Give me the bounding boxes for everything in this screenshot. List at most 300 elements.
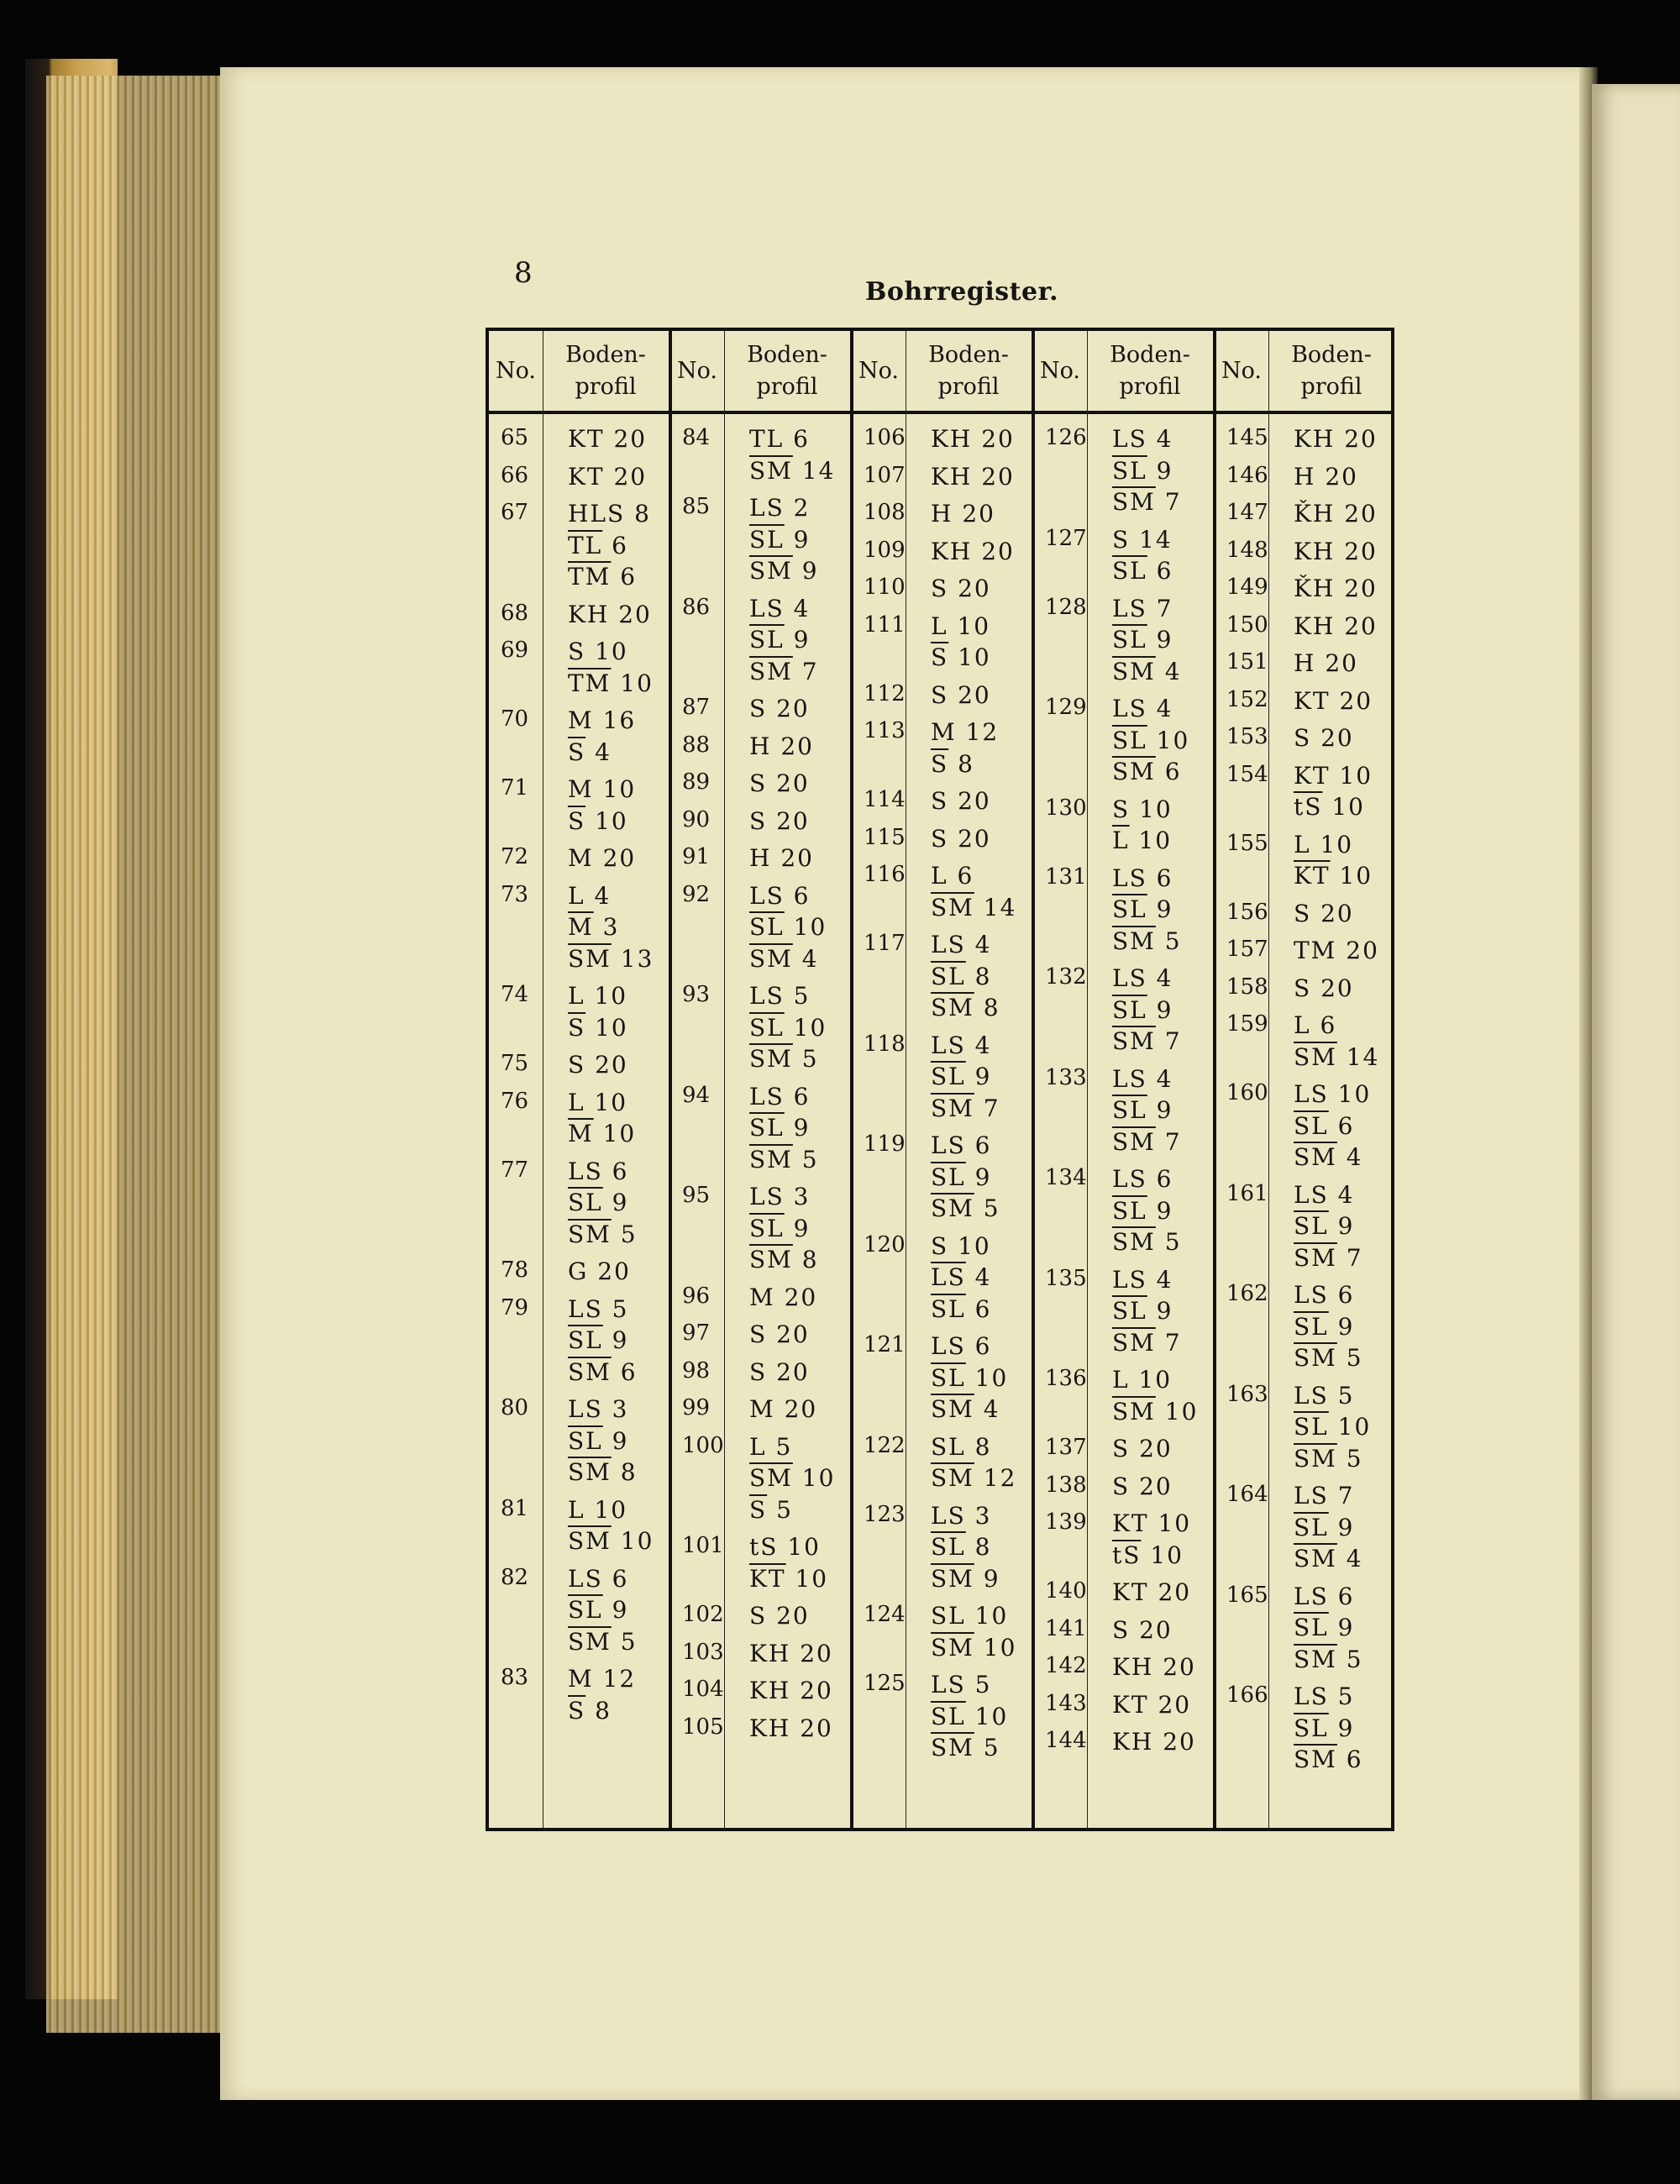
column-rule (1268, 331, 1269, 1828)
profile-layer (1294, 500, 1378, 528)
layer-depth: 10 (1129, 827, 1173, 854)
entry-number: 119 (864, 1131, 906, 1157)
soil-code: LS (931, 931, 966, 958)
layer-depth: 9 (784, 525, 811, 554)
soil-code: H (1294, 462, 1316, 491)
profile-layer (568, 913, 619, 941)
layer-depth: 9 (1328, 1614, 1355, 1641)
layer-depth: 5 (1336, 1645, 1363, 1673)
profile-layer (1112, 595, 1173, 622)
layer-depth: 20 (972, 462, 1015, 491)
entry-number: 109 (864, 537, 906, 563)
profile-layer (568, 1257, 631, 1285)
entry-number: 129 (1045, 695, 1087, 720)
profile-layer (1112, 727, 1189, 754)
layer-depth: 20 (790, 1639, 833, 1667)
profile-layer (1112, 1653, 1196, 1681)
soil-code: L (1294, 1011, 1311, 1039)
profile-layer (749, 1496, 793, 1524)
layer-depth: 5 (602, 1294, 629, 1323)
layer-depth: 8 (948, 749, 974, 778)
soil-code: tS (749, 1533, 779, 1561)
layer-depth: 10 (585, 806, 628, 835)
profile-layer (931, 825, 991, 853)
entry-number: 74 (501, 982, 529, 1007)
column-group-rule (1032, 331, 1035, 1828)
profile-layer (931, 1332, 992, 1360)
soil-code: $\overline{SM}$ (1294, 1645, 1337, 1673)
profile-layer (1112, 1228, 1182, 1256)
layer-depth: 20 (767, 695, 810, 722)
entry-number: 68 (501, 600, 529, 626)
soil-code: S (749, 769, 768, 797)
profile-layer (931, 500, 995, 528)
profile-layer (568, 638, 628, 665)
profile-layer (749, 844, 814, 872)
layer-depth: 20 (1335, 500, 1378, 528)
soil-code: $\overline{SM}$ (568, 1458, 612, 1486)
profile-layer (931, 1703, 1008, 1730)
profile-layer (1112, 695, 1173, 722)
layer-depth: 10 (948, 643, 991, 671)
entry-number: 80 (501, 1395, 529, 1420)
soil-code: S (749, 806, 768, 835)
soil-code: S (931, 787, 949, 815)
soil-code: $\overline{SL}$ (1294, 1212, 1329, 1240)
layer-depth: 20 (774, 1283, 818, 1311)
layer-depth: 10 (1141, 1541, 1184, 1569)
profile-layer (568, 1395, 629, 1423)
profile-layer (1294, 687, 1373, 715)
header-bodenprofil (724, 331, 850, 411)
layer-depth: 20 (771, 732, 814, 760)
soil-code: S (1112, 1435, 1131, 1462)
layer-depth: 20 (593, 844, 637, 872)
profile-layer (749, 913, 827, 941)
profile-layer (931, 1232, 991, 1260)
profile-layer (1294, 1514, 1355, 1541)
layer-depth: 20 (948, 787, 991, 815)
layer-depth: 4 (965, 1263, 992, 1291)
soil-code: LS (568, 1395, 603, 1423)
profile-layer (1294, 793, 1365, 821)
layer-depth: 20 (1335, 425, 1378, 453)
profile-layer (1112, 1728, 1196, 1756)
layer-depth: 20 (972, 425, 1015, 453)
profile-layer (1294, 649, 1358, 677)
layer-depth: 8 (792, 1246, 819, 1273)
profile-layer (931, 538, 1015, 565)
profile-layer (931, 1634, 1016, 1662)
profile-layer (1112, 758, 1182, 785)
layer-depth: 3 (965, 1501, 992, 1530)
soil-code: S (749, 1602, 768, 1630)
entry-number: 136 (1045, 1366, 1087, 1391)
soil-code: $\overline{S}$ (568, 1696, 586, 1725)
soil-code: L (568, 1088, 585, 1116)
profile-layer (568, 1326, 629, 1354)
entry-number: 155 (1226, 830, 1268, 856)
layer-depth: 20 (1315, 462, 1358, 491)
layer-depth: 3 (602, 1395, 629, 1423)
layer-depth: 10 (585, 1013, 628, 1042)
soil-code: $\overline{SL}$ (1112, 1196, 1147, 1225)
layer-depth: 20 (972, 537, 1015, 565)
layer-depth: 3 (593, 913, 620, 941)
soil-code: ǨH (1294, 500, 1336, 528)
entry-number: 149 (1226, 575, 1268, 600)
profile-layer (1294, 1445, 1363, 1473)
layer-depth: 10 (792, 1464, 836, 1492)
soil-code: KT (1294, 761, 1331, 790)
layer-depth: 7 (1328, 1482, 1355, 1509)
layer-depth: 10 (585, 982, 628, 1010)
header-profil: profil (1300, 373, 1362, 400)
entry-number: 79 (501, 1294, 529, 1320)
profile-layer (568, 1014, 628, 1042)
soil-code: S (1294, 899, 1312, 927)
profile-layer (1294, 1746, 1363, 1773)
profile-layer (931, 1565, 1000, 1593)
layer-depth: 20 (604, 425, 648, 453)
soil-code: KH (749, 1714, 791, 1742)
layer-depth: 20 (948, 680, 991, 709)
profile-layer (931, 425, 1015, 453)
running-head: Bohrregister. (865, 277, 1059, 307)
entry-number: 84 (682, 425, 711, 450)
page-number: 8 (514, 256, 533, 290)
soil-code: $\overline{SL}$ (931, 1063, 966, 1090)
soil-code: LS (749, 1183, 785, 1210)
soil-code: $\overline{SL}$ (568, 1426, 603, 1455)
entry-number: 165 (1226, 1582, 1268, 1608)
layer-depth: 10 (1322, 793, 1365, 821)
layer-depth: 8 (965, 1432, 992, 1461)
profile-layer (1294, 937, 1379, 964)
profile-layer (1294, 1344, 1363, 1372)
entry-number: 131 (1045, 864, 1087, 890)
profile-layer (1294, 1080, 1371, 1108)
profile-layer (749, 1565, 828, 1593)
soil-code: $\overline{S}$ (568, 806, 586, 835)
profile-layer (749, 1083, 811, 1110)
entry-number: 111 (864, 612, 906, 638)
entry-number: 91 (682, 844, 711, 869)
layer-depth: 6 (602, 1564, 629, 1593)
layer-depth: 20 (948, 824, 991, 853)
layer-depth: 6 (1147, 1165, 1173, 1193)
profile-layer (749, 982, 811, 1010)
profile-layer (1112, 827, 1172, 854)
soil-code: $\overline{S}$ (568, 738, 586, 766)
layer-depth: 12 (956, 718, 1000, 746)
entry-number: 163 (1226, 1381, 1268, 1407)
layer-depth: 4 (965, 931, 992, 958)
soil-code: KT (1294, 686, 1331, 715)
layer-depth: 8 (965, 1533, 992, 1561)
profile-layer (931, 894, 1016, 921)
profile-layer (568, 563, 637, 591)
profile-layer (749, 557, 819, 585)
layer-depth: 4 (1147, 695, 1173, 722)
profile-layer (1112, 795, 1173, 823)
layer-depth: 9 (1328, 1212, 1355, 1240)
soil-code: $\overline{SL}$ (931, 1533, 966, 1561)
entry-number: 72 (501, 844, 529, 869)
profile-layer (1112, 1473, 1173, 1500)
layer-depth: 6 (784, 881, 811, 910)
soil-code: $\overline{SM}$ (568, 1357, 612, 1386)
profile-layer (931, 1395, 1000, 1423)
soil-code: $\overline{SL}$ (749, 525, 785, 554)
profile-layer (1112, 1197, 1173, 1225)
profile-layer (1112, 488, 1182, 516)
entry-number: 92 (682, 881, 711, 907)
layer-depth: 5 (1328, 1683, 1355, 1710)
entry-number: 166 (1226, 1683, 1268, 1708)
layer-depth: 9 (1328, 1513, 1355, 1541)
layer-depth: 10 (965, 1702, 1009, 1730)
column-group-rule (850, 331, 853, 1828)
profile-layer (749, 494, 811, 522)
layer-depth: 9 (1328, 1714, 1355, 1742)
soil-code: LS (1112, 1265, 1147, 1294)
layer-depth: 10 (965, 1363, 1009, 1392)
soil-code: LS (1294, 1080, 1329, 1108)
soil-code: $\overline{SM}$ (568, 1220, 612, 1248)
soil-code: S (1112, 795, 1131, 823)
layer-depth: 10 (1148, 1509, 1192, 1537)
layer-depth: 7 (1336, 1243, 1363, 1272)
layer-depth: 10 (1147, 726, 1190, 754)
profile-layer (931, 1032, 992, 1059)
soil-code: HLS (568, 500, 626, 528)
soil-code: L (931, 862, 948, 890)
profile-layer (568, 1697, 612, 1725)
layer-depth: 6 (1328, 1281, 1355, 1309)
soil-code: $\overline{SM}$ (931, 1094, 974, 1122)
layer-depth: 5 (611, 1627, 638, 1656)
profile-layer (931, 1194, 1000, 1222)
profile-layer (1294, 1313, 1355, 1341)
profile-layer (1294, 1413, 1371, 1441)
profile-layer (1112, 626, 1173, 654)
profile-layer (931, 463, 1015, 491)
soil-code: $\overline{SL}$ (749, 626, 785, 654)
soil-code: M (568, 775, 594, 803)
soil-code: LS (749, 594, 785, 622)
soil-code: LS (1112, 594, 1147, 622)
layer-depth: 20 (767, 1602, 810, 1630)
entry-number: 67 (501, 500, 529, 525)
layer-depth: 9 (602, 1189, 629, 1216)
layer-depth: 20 (767, 1357, 810, 1386)
profile-layer (1294, 538, 1378, 565)
entry-number: 123 (864, 1501, 906, 1527)
entry-number: 135 (1045, 1265, 1087, 1291)
profile-layer (1294, 1683, 1355, 1710)
soil-code: LS (1294, 1381, 1329, 1410)
profile-layer (1112, 864, 1173, 892)
layer-depth: 10 (1155, 1397, 1199, 1425)
layer-depth: 4 (585, 738, 612, 766)
entry-number: 140 (1045, 1578, 1087, 1604)
layer-depth: 13 (611, 944, 654, 973)
layer-depth: 9 (602, 1426, 629, 1455)
entry-number: 142 (1045, 1653, 1087, 1678)
soil-code: $\overline{tS}$ (1294, 793, 1323, 821)
soil-code: $\overline{SM}$ (1112, 1127, 1156, 1156)
layer-depth: 6 (965, 1332, 992, 1360)
soil-code: LS (931, 1332, 966, 1360)
entry-number: 161 (1226, 1180, 1268, 1206)
layer-depth: 10 (778, 1533, 821, 1561)
soil-code: $\overline{SM}$ (749, 657, 793, 685)
profile-layer (749, 1183, 811, 1210)
soil-code: $\overline{SM}$ (1112, 1228, 1156, 1256)
soil-code: $\overline{SL}$ (931, 1294, 966, 1323)
layer-depth: 12 (593, 1665, 637, 1693)
soil-code: $\overline{TM}$ (568, 563, 612, 591)
soil-code: KH (931, 537, 973, 565)
profile-layer (1112, 964, 1173, 992)
profile-layer (1294, 1011, 1336, 1039)
layer-depth: 5 (784, 982, 811, 1010)
profile-layer (1112, 1065, 1173, 1093)
soil-code: $\overline{S}$ (931, 643, 949, 671)
layer-depth: 10 (1330, 761, 1373, 790)
profile-layer (749, 1602, 810, 1630)
entry-number: 153 (1226, 724, 1268, 749)
soil-code: $\overline{SM}$ (749, 1246, 793, 1273)
profile-layer (568, 500, 651, 528)
layer-depth: 20 (771, 844, 814, 872)
soil-code: $\overline{SM}$ (1294, 1143, 1337, 1171)
profile-layer (749, 526, 811, 554)
soil-code: $\overline{SL}$ (568, 1326, 603, 1354)
entry-number: 87 (682, 695, 711, 720)
profile-layer (1294, 831, 1353, 858)
layer-depth: 4 (1147, 1265, 1173, 1294)
layer-depth: 20 (1153, 1728, 1196, 1756)
entry-number: 128 (1045, 594, 1087, 620)
profile-layer (1294, 575, 1378, 602)
profile-layer (1112, 557, 1173, 585)
layer-depth: 2 (784, 494, 811, 522)
soil-code: $\overline{M}$ (568, 913, 594, 941)
table-header (489, 331, 1391, 414)
profile-layer (749, 658, 819, 685)
profile-layer (568, 982, 627, 1010)
profile-layer (568, 706, 636, 734)
soil-code: KH (1294, 537, 1336, 565)
profile-layer (1112, 457, 1173, 485)
profile-layer (931, 1602, 1008, 1630)
profile-layer (1112, 1509, 1191, 1537)
layer-depth: 10 (784, 913, 827, 941)
entry-number: 113 (864, 718, 906, 743)
layer-depth: 20 (790, 1714, 833, 1742)
column-group-rule (1213, 331, 1216, 1828)
soil-code: G (568, 1257, 589, 1285)
header-boden: Boden- (565, 341, 646, 368)
entry-number: 110 (864, 575, 906, 600)
profile-layer (1112, 1616, 1173, 1644)
entry-number: 126 (1045, 425, 1087, 450)
layer-depth: 10 (948, 1231, 991, 1260)
soil-code: S (749, 1320, 768, 1348)
soil-code: LS (1112, 695, 1147, 722)
profile-layer (568, 1527, 654, 1555)
layer-depth: 10 (611, 669, 654, 697)
layer-depth: 7 (1155, 1328, 1182, 1357)
profile-layer (749, 1215, 811, 1242)
layer-depth: 5 (611, 1220, 638, 1248)
entry-number: 98 (682, 1357, 711, 1383)
layer-depth: 7 (1147, 594, 1173, 622)
profile-layer (568, 1458, 638, 1486)
header-no: No. (858, 357, 899, 384)
profile-layer (568, 601, 652, 628)
profile-layer (931, 681, 991, 709)
profile-layer (1294, 1281, 1355, 1309)
profile-layer (1112, 1027, 1182, 1055)
soil-code: H (749, 732, 772, 760)
layer-depth: 6 (965, 1131, 992, 1159)
soil-code: $\overline{SM}$ (568, 1527, 612, 1555)
soil-code: LS (749, 982, 785, 1010)
profile-layer (1112, 1435, 1173, 1462)
soil-code: L (749, 1432, 767, 1461)
layer-depth: 12 (974, 1464, 1017, 1492)
soil-code: $\overline{SL}$ (1112, 726, 1147, 754)
entry-number: 86 (682, 594, 711, 620)
layer-depth: 20 (585, 1051, 628, 1079)
profile-layer (931, 612, 990, 640)
profile-layer (931, 1433, 992, 1461)
profile-layer (931, 1063, 992, 1090)
layer-depth: 6 (1328, 1111, 1355, 1140)
header-boden: Boden- (1110, 341, 1190, 368)
profile-layer (1294, 974, 1354, 1002)
profile-layer (931, 1131, 992, 1159)
layer-depth: 6 (611, 1357, 638, 1386)
soil-code: $\overline{SL}$ (1112, 626, 1147, 654)
layer-depth: 7 (1155, 1127, 1182, 1156)
profile-layer (931, 1502, 992, 1530)
soil-code: LS (931, 1131, 966, 1159)
soil-code: SL (931, 1432, 966, 1461)
layer-depth: 9 (602, 1596, 629, 1624)
soil-code: $\overline{SL}$ (1294, 1312, 1329, 1341)
layer-depth: 20 (1336, 937, 1379, 964)
soil-code: $\overline{SL}$ (749, 913, 785, 941)
profile-layer (749, 1640, 833, 1667)
layer-depth: 20 (948, 575, 991, 602)
layer-depth: 20 (1330, 686, 1373, 715)
profile-layer (568, 425, 647, 453)
soil-code: S (931, 1231, 949, 1260)
soil-code: $\overline{SM}$ (931, 1395, 974, 1423)
soil-code: LS (1294, 1482, 1329, 1509)
soil-code: KT (568, 425, 605, 453)
profile-layer (931, 750, 974, 778)
soil-code: LS (1112, 864, 1147, 892)
soil-code: $\overline{SL}$ (1294, 1614, 1329, 1641)
profile-layer (1294, 1614, 1355, 1641)
layer-depth: 4 (974, 1395, 1000, 1423)
layer-depth: 4 (1147, 1064, 1173, 1093)
